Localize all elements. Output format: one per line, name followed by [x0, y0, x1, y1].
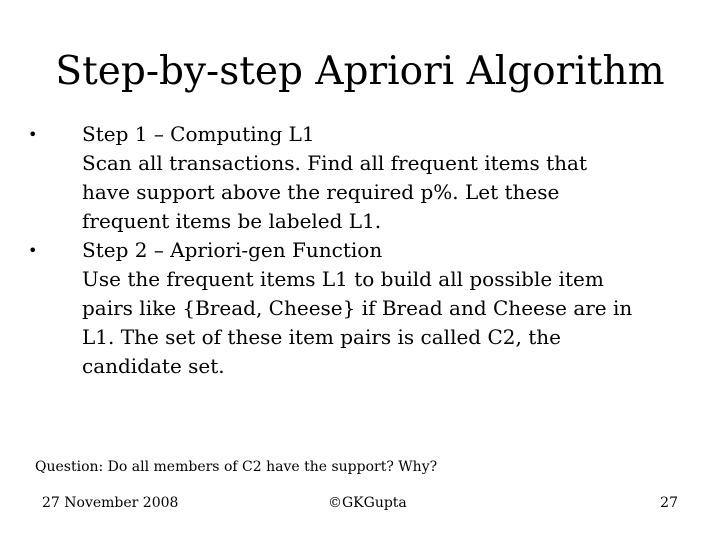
bullet-line: Use the frequent items L1 to build all possible item: [82, 267, 604, 291]
bullet-step-2: [22, 236, 682, 381]
footer-date: 27 November 2008: [42, 495, 179, 511]
slide-title: Step-by-step Apriori Algorithm: [55, 49, 665, 94]
bullet-list: [22, 120, 682, 381]
page-number: 27: [660, 495, 678, 511]
footer-author: ©GKGupta: [328, 495, 407, 511]
bullet-line: candidate set.: [82, 354, 225, 378]
bullet-dot-icon: •: [28, 125, 38, 144]
bullet-line: pairs like {Bread, Cheese} if Bread and Cheese are in: [82, 296, 633, 320]
bullet-step-1: [22, 120, 682, 236]
bullet-line: have support above the required p%. Let these: [82, 180, 560, 204]
bullet-line: Step 1 – Computing L1: [82, 122, 315, 146]
bullet-line: Step 2 – Apriori-gen Function: [82, 238, 383, 262]
bullet-line: frequent items be labeled L1.: [82, 209, 382, 233]
bullet-line: Scan all transactions. Find all frequent items that: [82, 151, 587, 175]
bullet-line: L1. The set of these item pairs is called C2, the: [82, 325, 561, 349]
bullet-dot-icon: •: [28, 241, 38, 260]
question-text: Question: Do all members of C2 have the support? Why?: [35, 459, 438, 475]
